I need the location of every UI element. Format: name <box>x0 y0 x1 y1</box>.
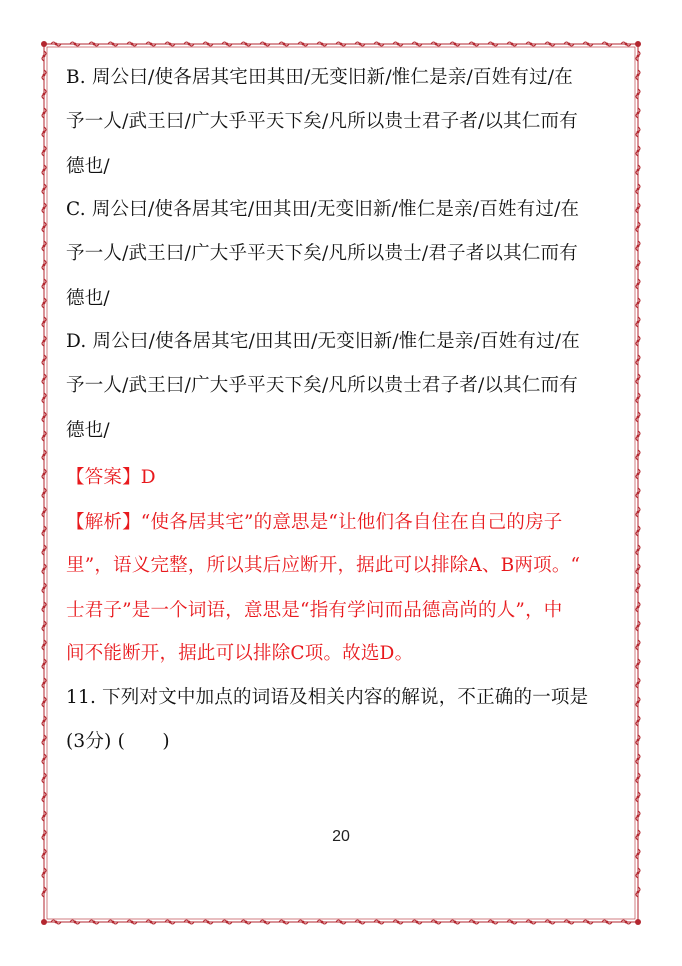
analysis-line-4: 间不能断开，据此可以排除C项。故选D。 <box>66 643 414 664</box>
option-b-line-1: B. 周公曰/使各居其宅田其田/无变旧新/惟仁是亲/百姓有过/在 <box>66 67 573 88</box>
option-c-line-2: 予一人/武王曰/广大乎平天下矣/凡所以贵士/君子者以其仁而有 <box>66 243 578 264</box>
option-d-line-1: D. 周公曰/使各居其宅/田其田/无变旧新/惟仁是亲/百姓有过/在 <box>66 331 580 352</box>
analysis-line-2: 里”，语义完整，所以其后应断开，据此可以排除A、B两项。“ <box>66 555 581 576</box>
answer-line: 【答案】D <box>66 467 156 488</box>
analysis-line-1: 【解析】“使各居其宅”的意思是“让他们各自住在自己的房子 <box>66 512 563 533</box>
question-11-line-1: 11. 下列对文中加点的词语及相关内容的解说，不正确的一项是 <box>66 687 589 708</box>
option-d-line-3: 德也/ <box>66 420 110 441</box>
option-b-line-2: 予一人/武王曰/广大乎平天下矣/凡所以贵士君子者/以其仁而有 <box>66 111 578 132</box>
option-b-line-3: 德也/ <box>66 156 110 177</box>
option-c-line-3: 德也/ <box>66 288 110 309</box>
analysis-line-3: 士君子”是一个词语，意思是“指有学问而品德高尚的人”，中 <box>66 600 563 621</box>
question-11-line-2: (3分) ( ) <box>66 731 170 752</box>
option-c-line-1: C. 周公曰/使各居其宅/田其田/无变旧新/惟仁是亲/百姓有过/在 <box>66 199 580 220</box>
page-number: 20 <box>332 828 350 845</box>
option-d-line-2: 予一人/武王曰/广大乎平天下矣/凡所以贵士君子者/以其仁而有 <box>66 375 578 396</box>
